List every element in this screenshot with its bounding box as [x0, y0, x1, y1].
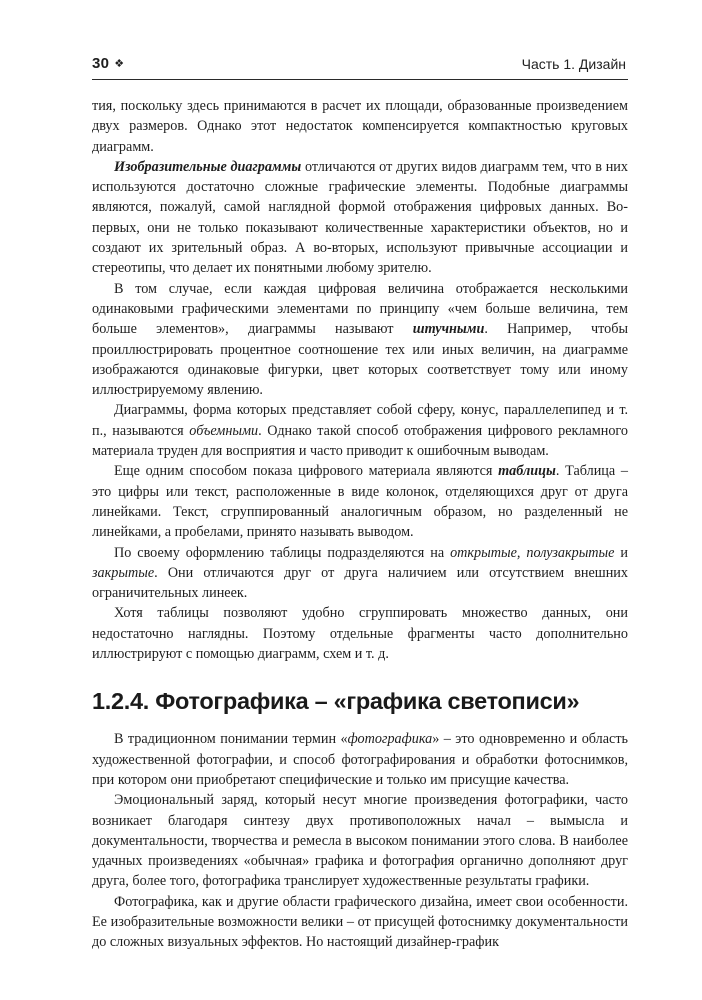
emphasized-term: фотографика — [347, 731, 433, 748]
paragraph — [92, 157, 628, 279]
emphasized-term: Изобразительные диаграммы — [114, 158, 302, 175]
paragraph-text: В том случае, если каждая цифровая величина отображается несколькими одинаковыми графическими элементами по принципу «чем больше величина, тем больше элементов», диаграммы называют — [92, 280, 628, 338]
paragraph — [92, 543, 628, 604]
paragraph-text: По своему оформлению таблицы подразделяются на — [114, 544, 451, 561]
paragraph-text: » – это одновременно и область художественной фотографии, и способ фотографирования и обработки фотоснимков, при котором они приобретают специфические и только им присущие качества. — [92, 731, 629, 788]
paragraph-text: Диаграммы, форма которых представляет собой сферу, конус, параллелепипед и т. п., называются — [92, 402, 628, 439]
page-number: 30 — [92, 55, 110, 72]
emphasized-term: открытые, полузакрытые — [450, 544, 615, 561]
paragraph — [92, 461, 628, 542]
page-number-group — [92, 55, 124, 73]
paragraph-text: Эмоциональный заряд, который несут многие произведения фотографики, часто возникает благодаря синтезу двух противоположных начал – вымысла и документальности, творчества и ремесла в высоком понимании этого слова. В наиболее удачных произведениях «обычная» графика и фотография органично дополняют друг друга, более того, фотографика транслирует художественные результаты графики. — [92, 792, 628, 890]
page-header — [92, 52, 626, 76]
paragraph-text: тия, поскольку здесь принимаются в расчет их площади, образованные произведением двух размеров. Однако этот недостаток компенсируется компактностью круговых диаграмм. — [92, 98, 628, 155]
paragraph — [92, 279, 628, 401]
emphasized-term: таблицы — [498, 463, 556, 480]
paragraph-text: отличаются от других видов диаграмм тем, что в них используются достаточно сложные графические элементы. Подобные диаграммы являются, пожалуй, самой наглядной формой отображения цифровых данных. Во-первых, они не только показывают количественные характеристики объектов, но и создают их зрительный образ. А во-вторых, используют привычные ассоциации и стереотипы, что делает их понятными любому зрителю. — [92, 158, 628, 277]
paragraph — [92, 790, 628, 891]
paragraph-text: . Однако такой способ отображения цифрового рекламного материала труден для восприятия и часто приводит к ошибочным выводам. — [92, 422, 628, 460]
paragraph-text: . Они отличаются друг от друга наличием или отсутствием внешних ограничительных линеек. — [92, 564, 628, 602]
paragraph — [92, 96, 628, 157]
running-head: Часть 1. Дизайн — [521, 56, 626, 72]
paragraph-text: Фотографика, как и другие области графического дизайна, имеет свои особенности. Ее изобразительные возможности велики – от присущей фотоснимку документальности до сложных визуальных эффектов. Но настоящий дизайнер-график — [92, 893, 628, 951]
paragraph-text: Хотя таблицы позволяют удобно сгруппировать множество данных, они недостаточно наглядны. Поэтому отдельные фрагменты часто дополнительно иллюстрируют с помощью диаграмм, схем и т. д. — [92, 605, 628, 663]
paragraph — [92, 729, 628, 790]
emphasized-term: объемными — [189, 422, 259, 439]
paragraphs-before-section — [92, 96, 628, 664]
paragraph-text: . Например, чтобы проиллюстрировать процентное соотношение тех или иных величин, на диаграмме изображаются одинаковые фигурки, цвет которых соответствует тому или иному иллюстрируемому явлению. — [92, 321, 628, 399]
paragraph-text: и — [614, 544, 628, 561]
diamond-ornament-icon: ❖ — [114, 58, 125, 70]
section-heading: 1.2.4. Фотографика – «графика светописи» — [92, 688, 580, 715]
paragraph-text: Еще одним способом показа цифрового материала являются — [114, 463, 499, 480]
emphasized-term: закрытые — [92, 564, 155, 581]
paragraph — [92, 400, 628, 461]
header-rule — [92, 79, 628, 80]
paragraph — [92, 892, 628, 953]
paragraph — [92, 603, 628, 664]
paragraph-text: В традиционном понимании термин « — [114, 731, 348, 748]
body-text — [92, 96, 628, 953]
paragraphs-after-section — [92, 729, 628, 952]
paragraph-text: . Таблица – это цифры или текст, расположенные в виде колонок, отделяющихся друг от друга линейками. Текст, сгруппированный аналогичным образом, но разделенный не линейками, а пробелами, принято называть выводом. — [92, 463, 628, 541]
emphasized-term: штучными — [412, 321, 485, 338]
